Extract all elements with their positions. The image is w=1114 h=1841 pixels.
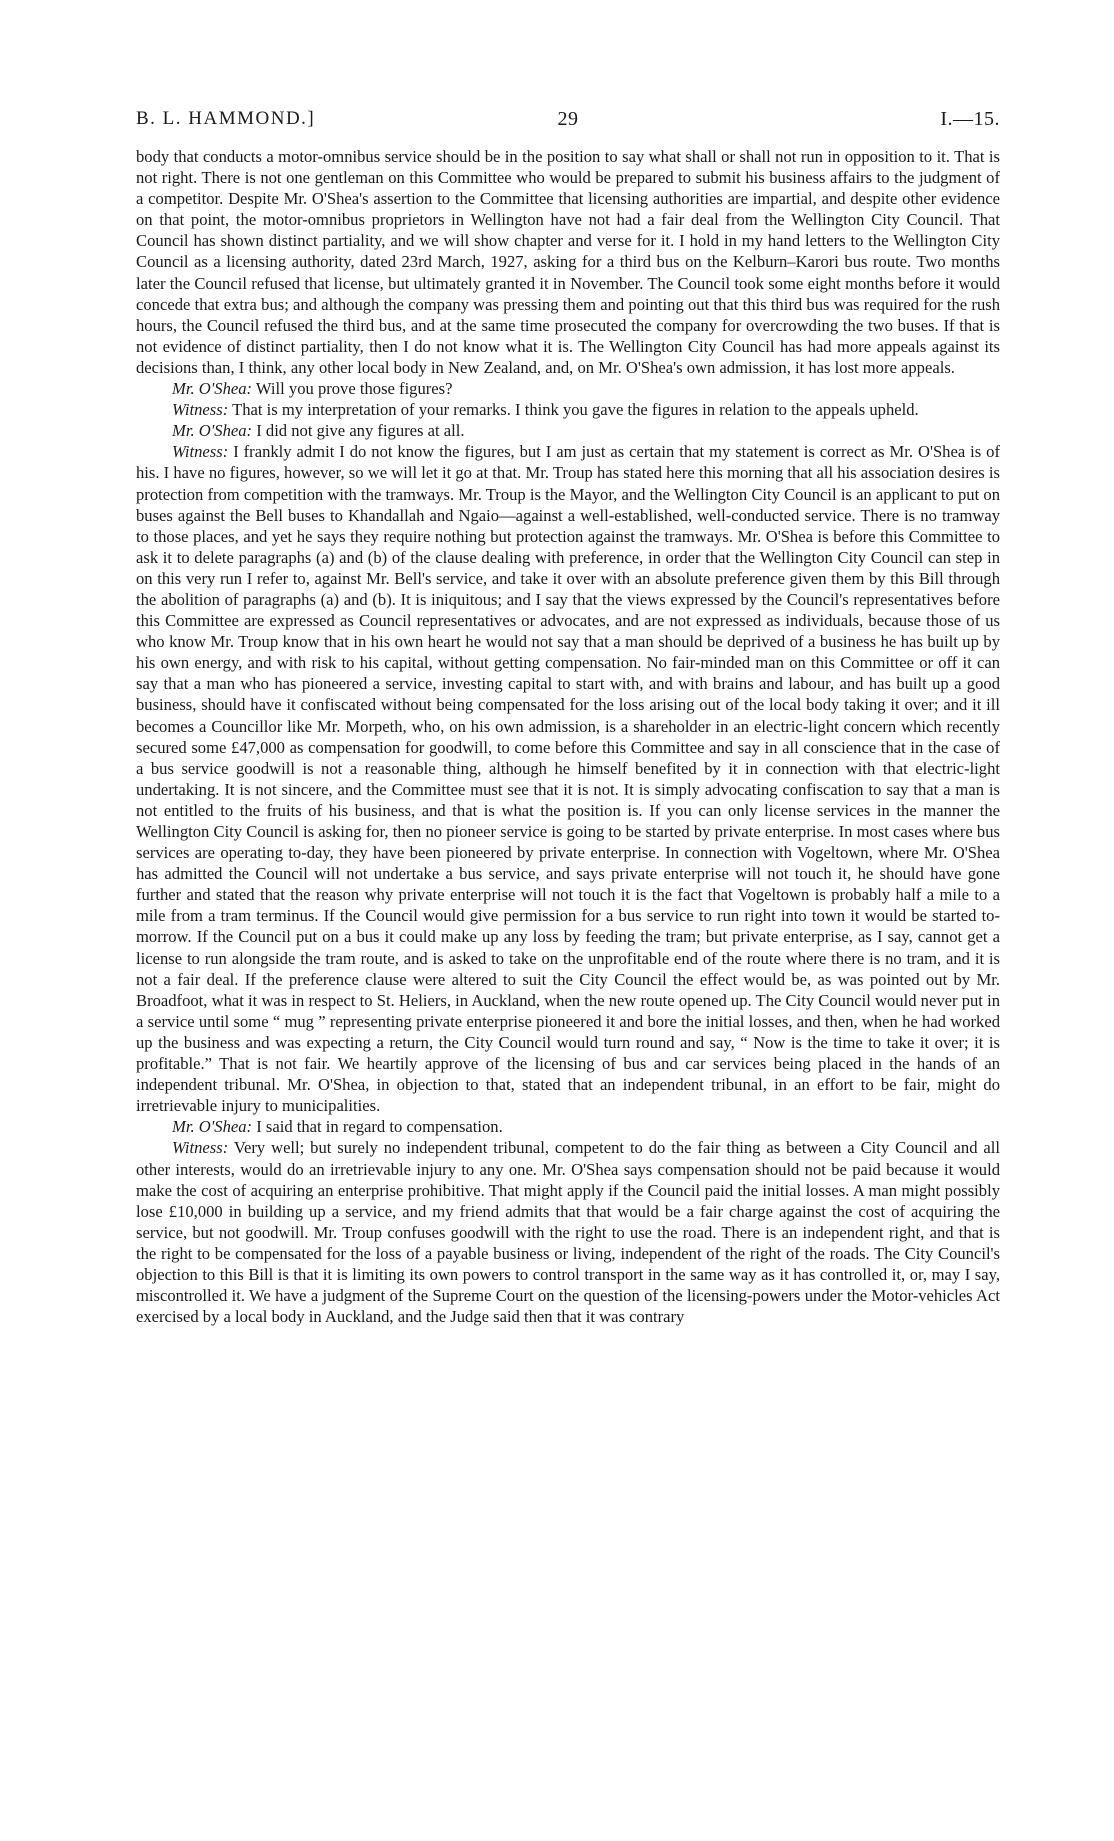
paragraph-text: I said that in regard to compensation. [256, 1117, 503, 1137]
paragraph-text: body that conducts a motor-omnibus service should be in the position to say what shall or shall not run in opposition to it. That is not right. There is not one gentleman on this Committee who would be prepared to submit his business affairs to the judgment of a competitor. Despite Mr. O'Shea's assertion to the Committee that licensing authorities are impartial, and despite other evidence on that point, the motor-omnibus proprietors in Wellington have not had a fair deal from the Wellington City Council. That Council has shown distinct partiality, and we will show chapter and verse for it. I hold in my hand letters to the Wellington City Council as a licensing authority, dated 23rd March, 1927, asking for a third bus on the Kelburn–Karori bus route. Two months later the Council refused that license, but ultimately granted it in November. The Council took some eight months before it would concede that extra bus; and although the company was pressing them and pointing out that this third bus was required for the rush hours, the Council refused the third bus, and at the same time prosecuted the company for overcrowding the two buses. If that is not evidence of distinct partiality, then I do not know what it is. The Wellington City Council has had more appeals against its decisions than, I think, any other local body in New Zealand, and, on Mr. O'Shea's own admission, it has lost more appeals. [136, 147, 1000, 377]
body-text [136, 146, 1000, 1327]
speaker-label: Mr. O'Shea: [172, 379, 253, 399]
paragraph [136, 420, 1000, 441]
paragraph-text: That is my interpretation of your remarks. I think you gave the figures in relation to the appeals upheld. [232, 400, 919, 420]
paragraph-text: Will you prove those figures? [255, 379, 453, 399]
witness-name-header: B. L. HAMMOND.] [136, 108, 316, 129]
page-header [136, 108, 1000, 138]
paragraph-text: I frankly admit I do not know the figures, but I am just as certain that my statement is correct as Mr. O'Shea is of his. I have no figures, however, so we will let it go at that. Mr. Troup has stated here this morning that all his association desires is protection from competition with the tramways. Mr. Troup is the Mayor, and the Wellington City Council is an applicant to put on buses against the Bell buses to Khandallah and Ngaio—against a well-established, well-conducted service. There is no tramway to those places, and yet he says they require nothing but protection against the tramways. Mr. O'Shea is before this Committee to ask it to delete paragraphs (a) and (b) of the clause dealing with preference, in order that the Wellington City Council can step in on this very run I refer to, against Mr. Bell's service, and take it over with an absolute preference given them by this Bill through the abolition of paragraphs (a) and (b). It is iniquitous; and I say that the views expressed by the Council's representatives before this Committee are expressed as Council representatives or advocates, and are not expressed as individuals, because those of us who know Mr. Troup know that in his own heart he would not say that a man should be deprived of a business he has built up by his own energy, and with risk to his capital, without getting compensation. No fair-minded man on this Committee or off it can say that a man who has pioneered a service, investing capital to start with, and with brains and labour, and has built up a good business, should have it confiscated without being compensated for the loss arising out of the local body taking it over; and it ill becomes a Councillor like Mr. Morpeth, who, on his own admission, is a shareholder in an electric-light concern which recently secured some £47,000 as compensation for goodwill, to come before this Committee and say in all conscience that in the case of a bus service goodwill is not a reasonable thing, although he himself benefited by it in connection with that electric-light undertaking. It is not sincere, and the Committee must see that it is not. It is simply advocating confiscation to say that a man is not entitled to the fruits of his business, and that is what the position is. If you can only license services in the manner the Wellington City Council is asking for, then no pioneer service is going to be started by private enterprise. In most cases where bus services are operating to-day, they have been pioneered by private enterprise. In connection with Vogeltown, where Mr. O'Shea has admitted the Council will not undertake a bus service, and says private enterprise will not touch it, he should have gone further and stated that the reason why private enterprise will not touch it is the fact that Vogeltown is probably half a mile to a mile from a tram terminus. If the Council would give permission for a bus service to run right into town it would be started to-morrow. If the Council put on a bus it could make up any loss by feeding the tram; but private enterprise, as I say, cannot get a license to run alongside the tram route, and is asked to take on the unprofitable end of the route where there is no tram, and it is not a fair deal. If the preference clause were altered to suit the City Council the effect would be, as was pointed out by Mr. Broadfoot, what it was in respect to St. Heliers, in Auckland, when the new route opened up. The City Council would never put in a service until some “ mug ” representing private enterprise pioneered it and bore the initial losses, and then, when he had worked up the business and was expecting a return, the City Council would turn round and say, “ Now is the time to take it over; it is profitable.” That is not fair. We heartily approve of the licensing of bus and car services being placed in the hands of an independent tribunal. Mr. O'Shea, in objection to that, stated that an independent tribunal, in an effort to be fair, might do irretrievable injury to municipalities. [136, 442, 1000, 1116]
page-number: 29 [557, 108, 579, 130]
paragraph [136, 399, 1000, 420]
paragraph [136, 146, 1000, 378]
paragraph [136, 378, 1000, 399]
document-reference: I.—15. [940, 108, 1000, 130]
paragraph-text: I did not give any figures at all. [256, 421, 465, 441]
speaker-label: Witness: [172, 442, 229, 462]
speaker-label: Witness: [172, 1138, 229, 1158]
paragraph [136, 1116, 1000, 1137]
speaker-label: Witness: [172, 400, 229, 420]
document-page [136, 108, 1000, 1327]
paragraph [136, 1137, 1000, 1327]
speaker-label: Mr. O'Shea: [172, 421, 253, 441]
speaker-label: Mr. O'Shea: [172, 1117, 253, 1137]
paragraph [136, 441, 1000, 1116]
paragraph-text: Very well; but surely no independent tribunal, competent to do the fair thing as between a City Council and all other interests, would do an irretrievable injury to any one. Mr. O'Shea says compensation should not be paid because it would make the cost of acquiring an enterprise prohibitive. That might apply if the Council paid the initial losses. A man might possibly lose £10,000 in building up a service, and my friend admits that that would be a fair charge against the cost of acquiring the service, but not goodwill. Mr. Troup confuses goodwill with the right to use the road. There is an independent right, and that is the right to be compensated for the loss of a payable business or living, independent of the right of the roads. The City Council's objection to this Bill is that it is limiting its own powers to control transport in the same way as it has controlled it, or, may I say, miscontrolled it. We have a judgment of the Supreme Court on the question of the licensing-powers under the Motor-vehicles Act exercised by a local body in Auckland, and the Judge said then that it was contrary [136, 1138, 1000, 1327]
